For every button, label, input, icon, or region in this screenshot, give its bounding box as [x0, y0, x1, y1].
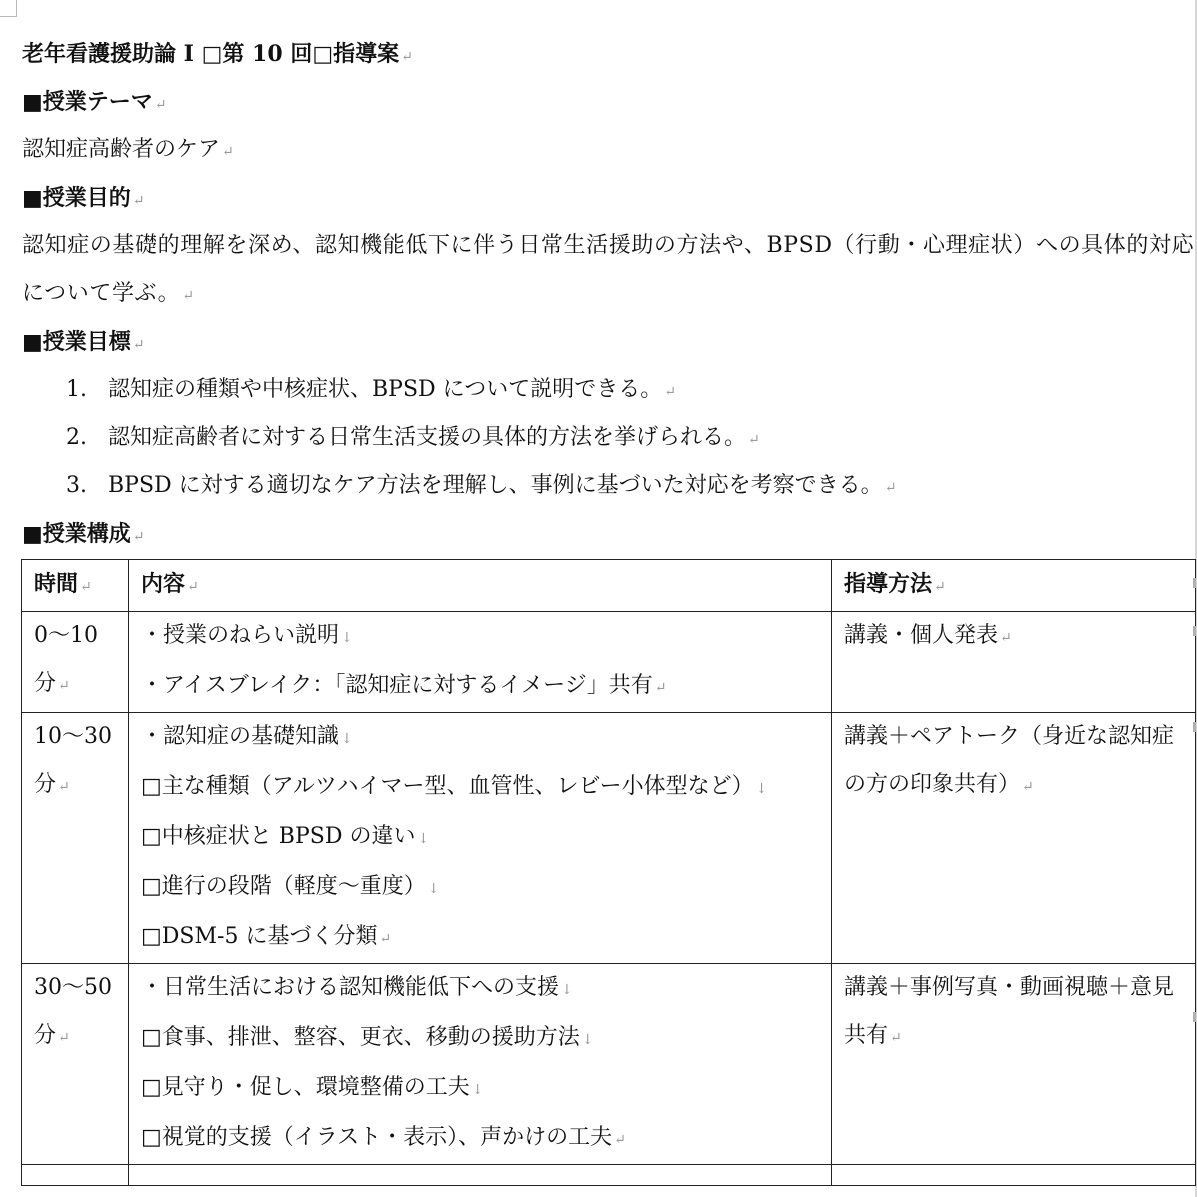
cell-method[interactable] [832, 964, 1196, 1165]
content-line [141, 662, 831, 712]
paragraph-mark: ↵ [401, 49, 413, 65]
time-unit: 分 [34, 1023, 57, 1048]
goal-number: 2. [66, 425, 87, 450]
goal-text: BPSD に対する適切なケア方法を理解し、事例に基づいた対応を考察できる。 [108, 473, 883, 498]
cell-mark: ↵ [1000, 630, 1012, 646]
cell-content[interactable] [129, 612, 832, 713]
table-header-row [22, 560, 1196, 612]
header-time-text: 時間 [34, 571, 79, 597]
time-unit-line [34, 660, 128, 710]
header-method-text: 指導方法 [844, 571, 933, 597]
content-text: ・日常生活における認知機能低下への支援 [141, 975, 560, 1000]
cell-mark: ↵ [614, 1132, 626, 1148]
cell-time[interactable] [22, 713, 129, 964]
goal-number: 3. [66, 473, 87, 498]
content-line [141, 1114, 831, 1164]
cell-content[interactable] [129, 1165, 832, 1186]
goal-item[interactable] [66, 414, 760, 464]
cell-time[interactable] [22, 964, 129, 1165]
page-corner-marker [0, 0, 17, 17]
content-line [141, 863, 831, 913]
content-text: □進行の段階（軽度〜重度） [141, 874, 426, 899]
cell-method[interactable] [832, 713, 1196, 964]
cell-time[interactable] [22, 612, 129, 713]
purpose-heading-text: ■授業目的 [22, 185, 131, 211]
line-break-mark: ↓ [471, 1082, 484, 1098]
content-text: ・アイスブレイク：「認知症に対するイメージ」共有 [141, 673, 653, 698]
goal-text: 認知症高齢者に対する日常生活支援の具体的方法を挙げられる。 [108, 425, 747, 450]
cell-method[interactable] [832, 612, 1196, 713]
line-break-mark: ↓ [561, 982, 573, 998]
content-text: □主な種類（アルツハイマー型、血管性、レビー小体型など） [141, 774, 754, 799]
method-line [844, 964, 1195, 1062]
method-line [844, 612, 1195, 662]
table-row-partial [22, 1165, 1196, 1186]
document-title-text: 老年看護援助論 I □第 10 回□指導案 [22, 41, 400, 67]
theme-text-value: 認知症高齢者のケア [22, 137, 221, 162]
time-unit-line [34, 1012, 128, 1062]
content-line [141, 1014, 831, 1064]
purpose-heading[interactable] [22, 174, 145, 225]
content-text: ・認知症の基礎知識 [141, 724, 340, 749]
content-text: □見守り・促し、環境整備の工夫 [141, 1075, 470, 1100]
table-row [22, 612, 1196, 713]
document-title[interactable] [22, 30, 413, 81]
line-break-mark: ↓ [427, 881, 440, 897]
time-range: 30〜50 [34, 975, 112, 1000]
content-line [141, 913, 831, 963]
cell-time[interactable] [22, 1165, 129, 1186]
goal-text: 認知症の種類や中核症状、BPSD について説明できる。 [108, 377, 663, 402]
line-break-mark: ↓ [581, 1032, 594, 1048]
goals-heading-text: ■授業目標 [22, 329, 131, 355]
header-content-text: 内容 [141, 571, 186, 597]
cell-mark: ↵ [890, 1030, 902, 1046]
time-unit: 分 [34, 772, 57, 797]
time-unit-line [34, 761, 128, 811]
goal-item[interactable] [66, 462, 896, 512]
time-unit: 分 [34, 671, 57, 696]
cell-method[interactable] [832, 1165, 1196, 1186]
structure-heading[interactable] [22, 510, 145, 561]
cell-mark: ↵ [58, 1030, 70, 1046]
row-end-marker [1193, 1012, 1196, 1022]
paragraph-mark: ↵ [748, 432, 760, 448]
time-range: 10〜30 [34, 724, 112, 749]
line-break-mark: ↓ [341, 630, 353, 646]
goal-item[interactable] [66, 366, 676, 416]
row-end-marker [1193, 626, 1196, 636]
header-time[interactable] [22, 560, 129, 612]
method-text: 講義＋ペアトーク（身近な認知症の方の印象共有） [844, 724, 1175, 797]
content-line [141, 1064, 831, 1114]
content-line [141, 964, 831, 1014]
paragraph-mark: ↵ [132, 337, 145, 353]
line-break-mark: ↓ [755, 781, 768, 797]
content-line [141, 713, 831, 763]
line-break-mark: ↓ [417, 831, 430, 847]
cell-mark: ↵ [654, 680, 667, 696]
row-end-marker [1193, 722, 1196, 732]
cell-content[interactable] [129, 713, 832, 964]
content-text: □DSM-5 に基づく分類 [141, 924, 378, 949]
method-line [844, 713, 1195, 811]
paragraph-mark: ↵ [132, 529, 145, 545]
cell-mark: ↵ [58, 678, 70, 694]
line-break-mark: ↓ [341, 731, 353, 747]
content-line [141, 612, 831, 662]
header-content[interactable] [129, 560, 832, 612]
row-end-marker [1193, 578, 1196, 588]
cell-mark: ↵ [379, 931, 392, 947]
paragraph-mark: ↵ [132, 193, 145, 209]
purpose-text-value: 認知症の基礎的理解を深め、認知機能低下に伴う日常生活援助の方法や、BPSD（行動・心理症状）への具体的対応について学ぶ。 [22, 233, 1195, 306]
cell-mark: ↵ [1022, 779, 1034, 795]
header-method[interactable] [832, 560, 1196, 612]
time-range: 0〜10 [34, 623, 98, 648]
paragraph-mark: ↵ [884, 480, 897, 496]
paragraph-mark: ↵ [154, 97, 167, 113]
lesson-plan-table [21, 559, 1196, 1186]
cell-mark: ↵ [934, 579, 946, 595]
theme-text[interactable] [22, 126, 234, 176]
paragraph-mark: ↵ [664, 384, 676, 400]
cell-mark: ↵ [80, 579, 92, 595]
cell-content[interactable] [129, 964, 832, 1165]
content-text: □食事、排泄、整容、更衣、移動の援助方法 [141, 1025, 580, 1050]
purpose-text[interactable] [22, 222, 1197, 320]
goal-number: 1. [66, 377, 87, 402]
structure-heading-text: ■授業構成 [22, 521, 131, 547]
paragraph-mark: ↵ [182, 288, 195, 304]
table-row [22, 713, 1196, 964]
cell-mark: ↵ [187, 579, 199, 595]
goals-heading[interactable] [22, 318, 145, 369]
content-line [141, 763, 831, 813]
method-text: 講義＋事例写真・動画視聴＋意見共有 [844, 975, 1175, 1048]
content-line [141, 813, 831, 863]
table-row [22, 964, 1196, 1165]
theme-heading-text: ■授業テーマ [22, 89, 153, 115]
method-text: 講義・個人発表 [844, 623, 999, 648]
content-text: □中核症状と BPSD の違い [141, 824, 416, 849]
content-text: ・授業のねらい説明 [141, 623, 340, 648]
cell-mark: ↵ [58, 779, 70, 795]
paragraph-mark: ↵ [222, 144, 234, 160]
content-text: □視覚的支援（イラスト・表示）、声かけの工夫 [141, 1125, 613, 1150]
theme-heading[interactable] [22, 78, 167, 129]
